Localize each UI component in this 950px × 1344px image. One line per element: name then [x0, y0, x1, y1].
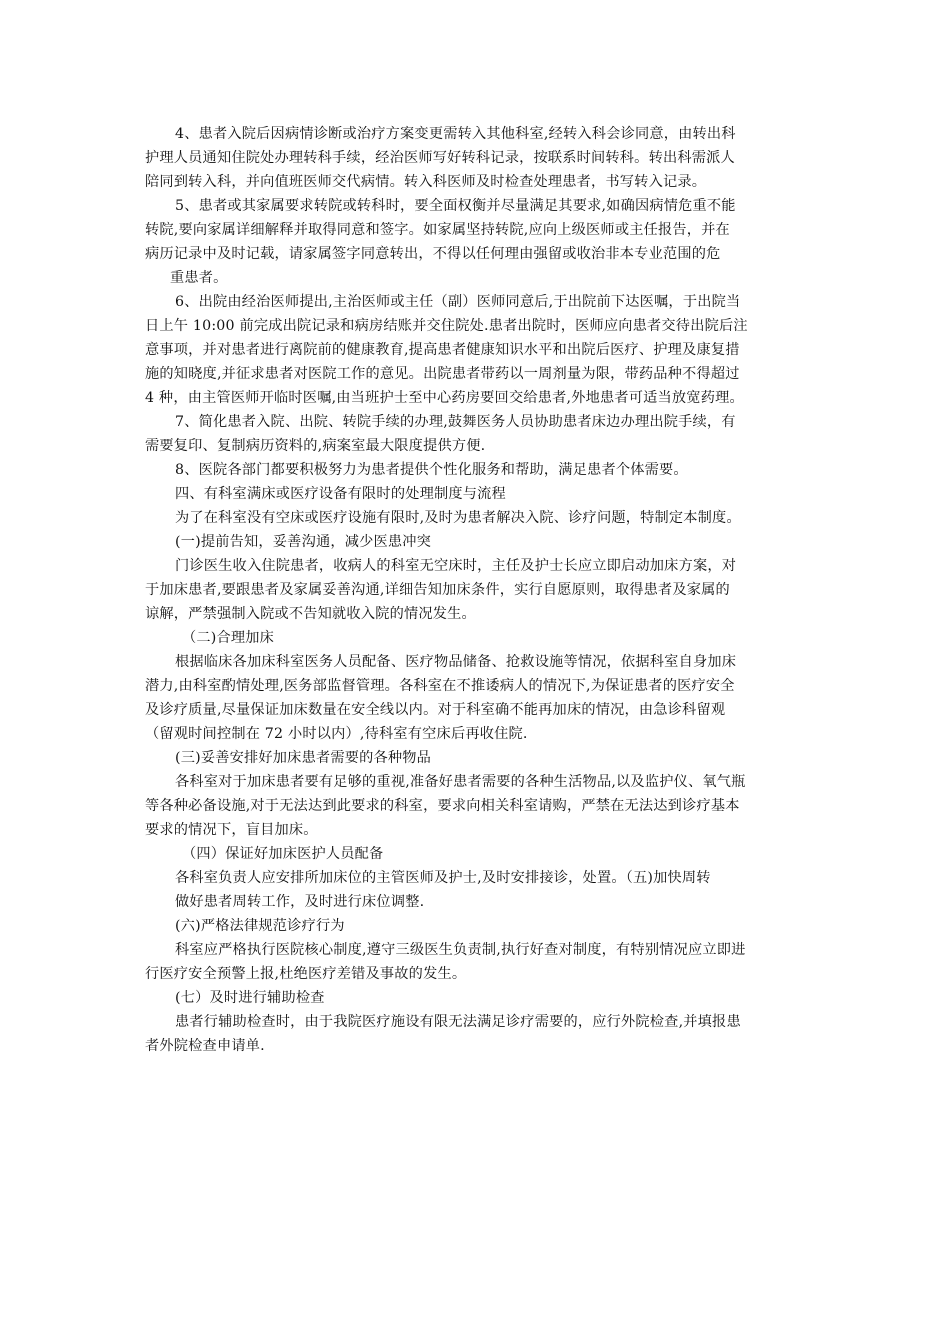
text-line: 等各种必备设施,对于无法达到此要求的科室，要求向相关科室请购，严禁在无法达到诊疗基本	[145, 798, 740, 814]
text-line: 5、患者或其家属要求转院或转科时，要全面权衡并尽量满足其要求,如确因病情危重不能	[175, 198, 736, 214]
text-line: 转院,要向家属详细解释并取得同意和签字。如家属坚持转院,应向上级医师或主任报告，并在	[145, 222, 730, 238]
text-line: 门诊医生收入住院患者，收病人的科室无空床时，主任及护士长应立即启动加床方案，对	[175, 558, 737, 574]
text-line: 潜力,由科室酌情处理,医务部监督管理。各科室在不推诿病人的情况下,为保证患者的医疗安全	[145, 678, 735, 694]
section-heading: 四、有科室满床或医疗设备有限时的处理制度与流程	[175, 486, 506, 502]
text-line: 各科室负责人应安排所加床位的主管医师及护士,及时安排接诊，处置。（五)加快周转	[175, 870, 711, 886]
subsection-heading: (七）及时进行辅助检查	[175, 990, 325, 1006]
text-line: 需要复印、复制病历资料的,病案室最大限度提供方便.	[145, 438, 486, 454]
text-line: 施的知晓度,并征求患者对医院工作的意见。出院患者带药以一周剂量为限，带药品种不得超过	[145, 366, 740, 382]
text-line: 护理人员通知住院处办理转科手续，经治医师写好转科记录，按联系时间转科。转出科需派人	[145, 150, 735, 166]
subsection-heading: (一)提前告知，妥善沟通，减少医患冲突	[175, 534, 432, 550]
subsection-heading: (六)严格法律规范诊疗行为	[175, 918, 345, 934]
text-line: 重患者。	[170, 270, 228, 286]
text-line: 科室应严格执行医院核心制度,遵守三级医生负责制,执行好查对制度，有特别情况应立即进	[175, 942, 746, 958]
subsection-heading: （二)合理加床	[182, 630, 275, 646]
text-line: 根据临床各加床科室医务人员配备、医疗物品储备、抢救设施等情况，依据科室自身加床	[175, 654, 737, 670]
text-line: 病历记录中及时记载，请家属签字同意转出，不得以任何理由强留或收治非本专业范围的危	[145, 246, 721, 262]
text-line: 7、简化患者入院、出院、转院手续的办理,鼓舞医务人员协助患者床边办理出院手续，有	[175, 414, 736, 430]
text-line: 做好患者周转工作，及时进行床位调整.	[175, 894, 425, 910]
text-line: 意事项，并对患者进行离院前的健康教育,提高患者健康知识水平和出院后医疗、护理及康复措	[145, 342, 740, 358]
text-line: 陪同到转入科，并向值班医师交代病情。转入科医师及时检查处理患者，书写转入记录。	[145, 174, 707, 190]
text-line: 及诊疗质量,尽量保证加床数量在安全线以内。对于科室确不能再加床的情况，由急诊科留观	[145, 702, 726, 718]
text-line: （留观时间控制在 72 小时以内）,待科室有空床后再收住院.	[145, 726, 528, 742]
text-line: 8、医院各部门都要积极努力为患者提供个性化服务和帮助，满足患者个体需要。	[175, 462, 688, 478]
text-line: 4 种，由主管医师开临时医嘱,由当班护士至中心药房要回交给患者,外地患者可适当放宽药理。	[145, 390, 744, 406]
text-line: 者外院检查申请单.	[145, 1038, 265, 1054]
text-line: 日上午 10:00 前完成出院记录和病房结账并交住院处.患者出院时，医师应向患者交待出院后注	[145, 318, 748, 334]
text-line: 要求的情况下，盲目加床。	[145, 822, 318, 838]
document-body	[145, 122, 805, 1058]
text-line: 为了在科室没有空床或医疗设施有限时,及时为患者解决入院、诊疗问题，特制定本制度。	[175, 510, 741, 526]
text-line: 行医疗安全预警上报,杜绝医疗差错及事故的发生。	[145, 966, 467, 982]
text-line: 于加床患者,要跟患者及家属妥善沟通,详细告知加床条件，实行自愿原则，取得患者及家属的	[145, 582, 730, 598]
subsection-heading: (三)妥善安排好加床患者需要的各种物品	[175, 750, 432, 766]
text-line: 谅解，严禁强制入院或不告知就收入院的情况发生。	[145, 606, 476, 622]
text-line: 各科室对于加床患者要有足够的重视,准备好患者需要的各种生活物品,以及监护仪、氧气瓶	[175, 774, 746, 790]
text-line: 6、出院由经治医师提出,主治医师或主任（副）医师同意后,于出院前下达医嘱，于出院当	[175, 294, 741, 310]
text-line: 患者行辅助检查时，由于我院医疗施设有限无法满足诊疗需要的，应行外院检查,并填报患	[175, 1014, 741, 1030]
subsection-heading: （四）保证好加床医护人员配备	[182, 846, 384, 862]
text-line: 4、患者入院后因病情诊断或治疗方案变更需转入其他科室,经转入科会诊同意，由转出科	[175, 126, 736, 142]
